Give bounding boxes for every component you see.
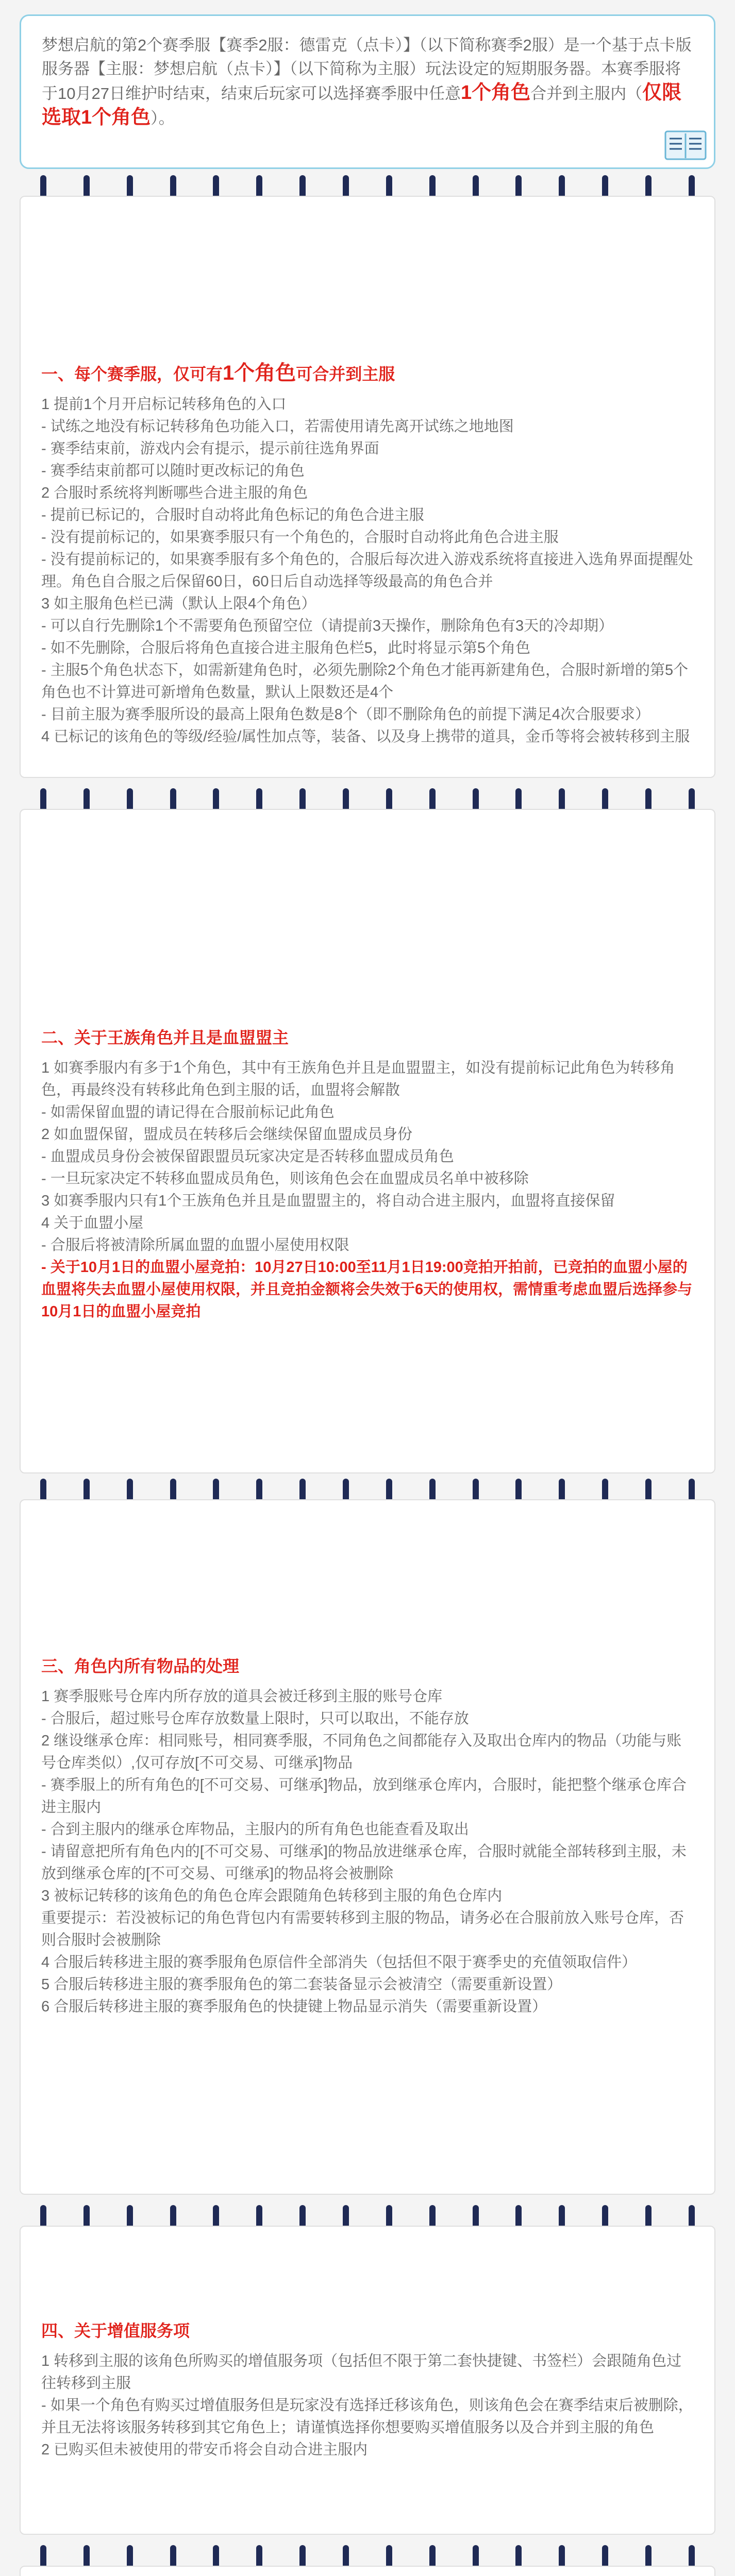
- section-title: 一、每个赛季服，仅可有1个角色可合并到主服: [41, 362, 395, 384]
- section-line: - 试练之地没有标记转移角色功能入口，若需使用请先离开试练之地地图: [41, 418, 514, 435]
- section-line: 4 关于血盟小屋: [41, 1215, 144, 1231]
- section-title: 三、角色内所有物品的处理: [41, 1657, 240, 1675]
- section-line: - 一旦玩家决定不转移血盟成员角色，则该角色会在血盟成员名单中被移除: [41, 1171, 529, 1187]
- section-line: 3 被标记转移的该角色的角色仓库会跟随角色转移到主服的角色仓库内: [41, 1888, 503, 1904]
- section-line: 重要提示：若没被标记的角色背包内有需要转移到主服的物品，请务必在合服前放入账号仓库，否则合服时会被删除: [41, 1910, 684, 1948]
- section-line: 2 已购买但未被使用的带安币将会自动合进主服内: [41, 2442, 368, 2458]
- section-line: 2 如血盟保留，盟成员在转移后会继续保留血盟成员身份: [41, 1126, 413, 1143]
- section-card-2: [20, 809, 715, 1473]
- section-line: - 没有提前标记的，如果赛季服只有一个角色的，合服时自动将此角色合进主服: [41, 529, 559, 546]
- section-line: - 赛季服上的所有角色的[不可交易、可继承]物品，放到继承仓库内，合服时，能把整个继承仓库合进主服内: [41, 1777, 687, 1816]
- section-line: - 如需保留血盟的请记得在合服前标记此角色: [41, 1104, 335, 1121]
- section-line: 4 已标记的该角色的等级/经验/属性加点等，装备、以及身上携带的道具，金币等将会被转移到主服: [41, 728, 690, 745]
- section-line: 3 如主服角色栏已满（默认上限4个角色）: [41, 596, 316, 612]
- section-title: 四、关于增值服务项: [41, 2321, 190, 2340]
- section-line: - 可以自行先删除1个不需要角色预留空位（请提前3天操作，删除角色有3天的冷却期）: [41, 618, 614, 634]
- section-line: - 没有提前标记的，如果赛季服有多个角色的，合服后每次进入游戏系统将直接进入选角界面提醒处理。角色自合服之后保留60日，60日后自动选择等级最高的角色合并: [41, 551, 693, 590]
- section-line: 1 提前1个月开启标记转移角色的入口: [41, 396, 287, 413]
- section-card-4: [20, 2226, 715, 2535]
- section-line: 6 合服后转移进主服的赛季服角色的快捷键上物品显示消失（需要重新设置）: [41, 1998, 547, 2015]
- section-line: 1 赛季服账号仓库内所存放的道具会被迁移到主服的账号仓库: [41, 1688, 443, 1705]
- intro-banner: [20, 14, 715, 169]
- section-line: 4 合服后转移进主服的赛季服角色原信件全部消失（包括但不限于赛季史的充值领取信件）: [41, 1954, 637, 1971]
- section-line: - 如不先删除，合服后将角色直接合进主服角色栏5，此时将显示第5个角色: [41, 640, 530, 656]
- section-line: - 如果一个角色有购买过增值服务但是玩家没有选择迁移该角色，则该角色会在赛季结束后被删除，并且无法将该服务转移到其它角色上；请谨慎选择你想要购买增值服务以及合并到主服的角色: [41, 2397, 693, 2436]
- section-line: - 赛季结束前，游戏内会有提示，提示前往选角界面: [41, 440, 379, 457]
- section-card-1: [20, 196, 715, 778]
- section-line: 5 合服后转移进主服的赛季服角色的第二套装备显示会被清空（需要重新设置）: [41, 1976, 562, 1993]
- section-line: - 提前已标记的，合服时自动将此角色标记的角色合进主服: [41, 507, 424, 523]
- section-line: - 主服5个角色状态下，如需新建角色时，必须先删除2个角色才能再新建角色，合服时新增的第5个角色也不计算进可新增角色数量，默认上限数还是4个: [41, 662, 689, 701]
- section-line: - 合服后将被清除所属血盟的血盟小屋使用权限: [41, 1237, 349, 1253]
- section-line: 3 如赛季服内只有1个王族角色并且是血盟盟主的，将自动合进主服内，血盟将直接保留: [41, 1193, 615, 1209]
- section-line: - 合服后，超过账号仓库存放数量上限时，只可以取出，不能存放: [41, 1710, 469, 1727]
- section-line: 2 合服时系统将判断哪些合进主服的角色: [41, 485, 308, 501]
- section-line: - 合到主服内的继承仓库物品，主服内的所有角色也能查看及取出: [41, 1821, 469, 1838]
- section-line: - 目前主服为赛季服所设的最高上限角色数是8个（即不删除角色的前提下满足4次合服要求）: [41, 706, 650, 723]
- section-line: 2 继设继承仓库：相同账号，相同赛季服，不同角色之间都能存入及取出仓库内的物品（功能与账号仓库类似）,仅可存放[不可交易、可继承]物品: [41, 1733, 682, 1771]
- section-line: - 血盟成员身份会被保留跟盟员玩家决定是否转移血盟成员角色: [41, 1148, 454, 1165]
- intro-text: 梦想启航的第2个赛季服【赛季2服：德雷克（点卡）】（以下简称赛季2服）是一个基于点卡版服务器【主服：梦想启航（点卡）】（以下简称为主服）玩法设定的短期服务器。本赛季服将于10月27日维护时结束，结束后玩家可以选择赛季服中任意1个角色合并到主服内（仅限选取1个角色）。: [42, 36, 692, 128]
- section-line: 1 转移到主服的该角色所购买的增值服务项（包括但不限于第二套快捷键、书签栏）会跟随角色过往转移到主服: [41, 2353, 682, 2392]
- book-icon: [664, 129, 707, 160]
- section-card-5: [20, 2566, 715, 2576]
- section-card-3: [20, 1499, 715, 2195]
- section-line: 1 如赛季服内有多于1个角色，其中有王族角色并且是血盟盟主，如没有提前标记此角色为转移角色，再最终没有转移此角色到主服的话，血盟将会解散: [41, 1060, 675, 1098]
- section-title: 二、关于王族角色并且是血盟盟主: [41, 1028, 289, 1047]
- section-line: - 请留意把所有角色内的[不可交易、可继承]的物品放进继承仓库，合服时就能全部转移到主服，未放到继承仓库的[不可交易、可继承]的物品将会被删除: [41, 1843, 687, 1882]
- section-red-notice: - 关于10月1日的血盟小屋竞拍：10月27日10:00至11月1日19:00竞拍开拍前，已竞拍的血盟小屋的血盟将失去血盟小屋使用权限，并且竞拍金额将会失效于6天的使用权，需情重考虑血盟后选择参与10月1日的血盟小屋竞拍: [41, 1259, 693, 1320]
- section-line: - 赛季结束前都可以随时更改标记的角色: [41, 463, 305, 479]
